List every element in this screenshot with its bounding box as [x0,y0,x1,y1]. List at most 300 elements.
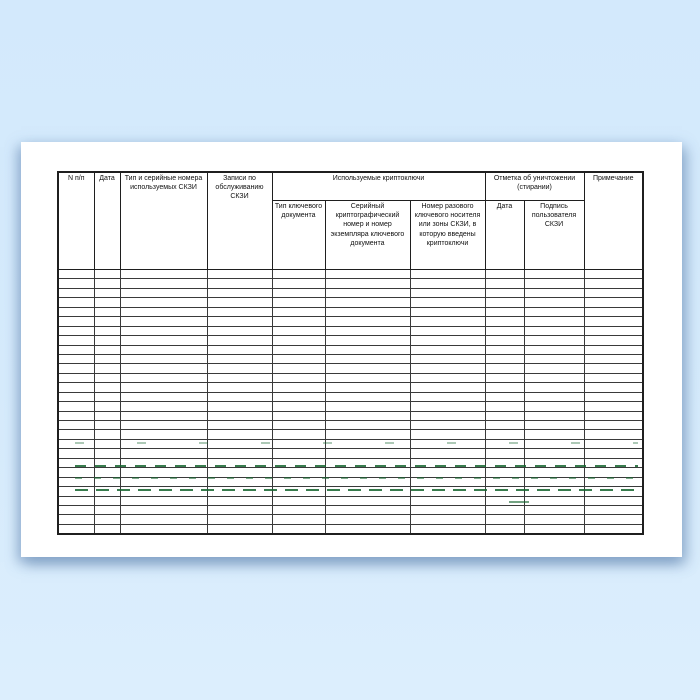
table-cell [524,288,584,297]
table-cell [207,505,272,514]
table-cell [325,392,410,401]
table-cell [325,345,410,354]
table-cell [325,430,410,439]
table-cell [272,496,325,505]
table-cell [524,383,584,392]
table-cell [325,515,410,524]
table-cell [410,373,485,382]
table-cell [325,402,410,411]
table-cell [207,487,272,496]
table-cell [120,270,207,279]
table-cell [325,383,410,392]
header-col-service: Записи по обслуживанию СКЗИ [207,172,272,270]
table-cell [272,421,325,430]
table-cell [584,354,643,363]
table-cell [584,298,643,307]
table-cell [410,392,485,401]
table-cell [524,402,584,411]
table-cell [524,496,584,505]
table-cell [207,449,272,458]
table-cell [120,439,207,448]
header-col-note: Примечание [584,172,643,270]
table-cell [485,298,524,307]
table-cell [325,477,410,486]
table-cell [325,411,410,420]
table-cell [207,468,272,477]
table-row [58,383,643,392]
table-cell [94,392,120,401]
table-cell [58,326,94,335]
table-cell [272,345,325,354]
table-cell [524,439,584,448]
table-cell [207,354,272,363]
table-cell [94,402,120,411]
table-cell [272,307,325,316]
table-cell [524,411,584,420]
paper-sheet [21,142,682,557]
table-cell [325,524,410,534]
table-cell [584,496,643,505]
table-cell [410,270,485,279]
table-cell [485,468,524,477]
table-cell [94,298,120,307]
table-cell [410,336,485,345]
table-cell [120,326,207,335]
table-cell [485,279,524,288]
table-cell [524,458,584,467]
table-cell [410,345,485,354]
header-sub-destr-date: Дата [485,201,524,270]
table-cell [94,439,120,448]
header-col-date: Дата [94,172,120,270]
table-cell [120,345,207,354]
table-cell [584,383,643,392]
table-cell [272,505,325,514]
table-cell [272,402,325,411]
table-cell [524,468,584,477]
table-cell [410,458,485,467]
table-cell [94,421,120,430]
table-cell [485,336,524,345]
table-row [58,439,643,448]
table-cell [410,505,485,514]
table-cell [120,458,207,467]
table-cell [94,383,120,392]
table-cell [94,515,120,524]
table-cell [410,411,485,420]
table-cell [58,298,94,307]
table-cell [524,524,584,534]
table-cell [524,307,584,316]
table-cell [272,430,325,439]
table-cell [58,279,94,288]
table-cell [325,288,410,297]
table-cell [94,317,120,326]
table-cell [272,279,325,288]
table-cell [58,439,94,448]
table-cell [272,477,325,486]
table-cell [584,326,643,335]
table-cell [58,402,94,411]
table-cell [120,524,207,534]
table-cell [584,411,643,420]
table-cell [325,373,410,382]
table-cell [272,270,325,279]
table-cell [584,487,643,496]
table-cell [120,354,207,363]
table-cell [584,505,643,514]
table-cell [410,421,485,430]
table-cell [58,430,94,439]
table-cell [120,373,207,382]
table-row [58,317,643,326]
table-cell [524,515,584,524]
table-cell [272,515,325,524]
table-cell [524,345,584,354]
table-cell [120,411,207,420]
table-cell [58,524,94,534]
table-cell [272,317,325,326]
table-cell [410,298,485,307]
table-cell [524,364,584,373]
table-cell [325,458,410,467]
table-cell [120,430,207,439]
table-cell [94,270,120,279]
table-cell [485,524,524,534]
header-sub-serial: Серийный криптографический номер и номер экземпляра ключевого документа [325,201,410,270]
table-cell [207,383,272,392]
table-row [58,373,643,382]
crypto-key-journal-table [57,171,644,535]
header-group-destruction: Отметка об уничтожении (стирании) [485,172,584,201]
table-cell [94,468,120,477]
table-cell [58,458,94,467]
table-cell [120,383,207,392]
table-cell [272,439,325,448]
header-sub-carrier: Номер разового ключевого носителя или зоны СКЗИ, в которую введены криптоключи [410,201,485,270]
table-cell [524,477,584,486]
table-cell [485,392,524,401]
table-cell [58,468,94,477]
table-cell [524,392,584,401]
table-cell [120,505,207,514]
table-cell [120,336,207,345]
table-cell [58,270,94,279]
table-cell [584,336,643,345]
table-cell [485,449,524,458]
table-cell [94,354,120,363]
table-cell [410,317,485,326]
table-cell [58,288,94,297]
table-cell [120,279,207,288]
table-cell [58,373,94,382]
table-cell [584,449,643,458]
table-cell [272,487,325,496]
table-cell [272,373,325,382]
table-row [58,402,643,411]
table-cell [485,515,524,524]
table-cell [94,496,120,505]
table-row [58,496,643,505]
table-cell [207,336,272,345]
table-cell [325,354,410,363]
table-cell [325,298,410,307]
table-cell [120,468,207,477]
table-cell [410,449,485,458]
table-cell [94,458,120,467]
table-cell [485,421,524,430]
table-cell [120,487,207,496]
table-row [58,392,643,401]
table-cell [272,336,325,345]
table-cell [410,515,485,524]
table-cell [410,364,485,373]
table-cell [410,496,485,505]
table-cell [94,524,120,534]
table-cell [325,439,410,448]
table-cell [58,411,94,420]
table-cell [410,439,485,448]
header-sub-key-doc-type: Тип ключевого документа [272,201,325,270]
table-cell [207,439,272,448]
table-cell [410,326,485,335]
header-col-type-serial: Тип и серийные номера используемых СКЗИ [120,172,207,270]
table-cell [207,373,272,382]
header-sub-signature: Подпись пользователя СКЗИ [524,201,584,270]
table-cell [584,477,643,486]
table-cell [207,364,272,373]
table-cell [120,298,207,307]
table-cell [325,317,410,326]
table-cell [207,326,272,335]
table-cell [94,364,120,373]
table-cell [272,326,325,335]
table-cell [584,524,643,534]
table-cell [207,411,272,420]
table-cell [485,430,524,439]
table-cell [94,449,120,458]
table-cell [94,326,120,335]
table-cell [485,307,524,316]
table-cell [272,392,325,401]
table-row [58,430,643,439]
table-cell [120,317,207,326]
table-row [58,345,643,354]
table-row [58,279,643,288]
table-cell [58,477,94,486]
table-row [58,411,643,420]
header-group-cryptokeys: Используемые криптоключи [272,172,485,201]
table-cell [410,402,485,411]
table-cell [120,449,207,458]
table-row [58,421,643,430]
table-cell [584,270,643,279]
table-cell [524,505,584,514]
table-cell [120,364,207,373]
table-cell [584,288,643,297]
table-cell [584,468,643,477]
table-cell [485,411,524,420]
table-row [58,458,643,467]
table-cell [207,345,272,354]
table-cell [485,373,524,382]
table-cell [207,307,272,316]
table-cell [410,430,485,439]
table-cell [207,402,272,411]
table-cell [524,373,584,382]
table-cell [58,449,94,458]
table-cell [58,336,94,345]
table-cell [584,430,643,439]
table-cell [207,392,272,401]
table-cell [207,288,272,297]
table-cell [58,496,94,505]
header-group-row [58,172,643,201]
table-cell [325,279,410,288]
table-cell [410,279,485,288]
table-cell [524,298,584,307]
table-cell [524,449,584,458]
table-cell [584,515,643,524]
table-cell [272,298,325,307]
table-cell [94,307,120,316]
table-cell [524,354,584,363]
table-cell [485,383,524,392]
table-cell [58,383,94,392]
table-cell [325,364,410,373]
table-row [58,288,643,297]
table-cell [58,345,94,354]
table-cell [584,317,643,326]
table-body [58,270,643,535]
table-cell [410,288,485,297]
table-cell [58,421,94,430]
table-row [58,326,643,335]
table-row [58,307,643,316]
table-cell [58,515,94,524]
table-row [58,515,643,524]
table-cell [584,373,643,382]
table-row [58,449,643,458]
table-cell [584,458,643,467]
table-cell [207,524,272,534]
table-cell [325,487,410,496]
table-header [58,172,643,270]
table-cell [58,487,94,496]
table-cell [325,468,410,477]
table-cell [485,496,524,505]
table-cell [410,487,485,496]
table-cell [120,421,207,430]
table-row [58,270,643,279]
table-cell [120,402,207,411]
table-cell [584,279,643,288]
table-cell [272,354,325,363]
table-row [58,477,643,486]
table-cell [120,515,207,524]
table-cell [272,383,325,392]
table-cell [325,505,410,514]
table-cell [94,288,120,297]
table-row [58,336,643,345]
table-cell [94,430,120,439]
table-cell [485,288,524,297]
table-cell [524,270,584,279]
table-cell [485,270,524,279]
table-cell [120,288,207,297]
table-cell [58,317,94,326]
table-cell [325,449,410,458]
table-cell [94,345,120,354]
table-cell [207,298,272,307]
table-cell [207,515,272,524]
table-cell [325,307,410,316]
table-cell [272,449,325,458]
table-cell [584,421,643,430]
table-cell [485,505,524,514]
table-cell [524,326,584,335]
table-cell [410,524,485,534]
table-cell [207,317,272,326]
table-cell [58,307,94,316]
table-cell [584,439,643,448]
table-cell [524,279,584,288]
table-row [58,468,643,477]
table-cell [524,317,584,326]
table-cell [485,354,524,363]
table-cell [207,477,272,486]
table-cell [94,487,120,496]
table-cell [325,270,410,279]
table-cell [410,383,485,392]
table-cell [58,392,94,401]
table-cell [120,307,207,316]
table-row [58,298,643,307]
table-cell [272,288,325,297]
table-cell [485,402,524,411]
table-cell [410,307,485,316]
table-cell [94,373,120,382]
table-cell [410,354,485,363]
header-col-num: N п/п [58,172,94,270]
table-cell [272,524,325,534]
table-cell [120,392,207,401]
table-cell [485,345,524,354]
table-cell [272,411,325,420]
table-cell [94,477,120,486]
table-cell [207,496,272,505]
table-cell [120,496,207,505]
table-cell [524,336,584,345]
table-row [58,524,643,534]
table-cell [207,430,272,439]
table-cell [325,336,410,345]
table-cell [58,364,94,373]
table-cell [58,354,94,363]
table-cell [94,279,120,288]
table-row [58,364,643,373]
table-cell [272,364,325,373]
table-cell [485,364,524,373]
table-row [58,354,643,363]
table-cell [584,307,643,316]
table-cell [94,505,120,514]
table-row [58,487,643,496]
table-row [58,505,643,514]
table-cell [524,487,584,496]
table-cell [584,392,643,401]
table-cell [584,364,643,373]
